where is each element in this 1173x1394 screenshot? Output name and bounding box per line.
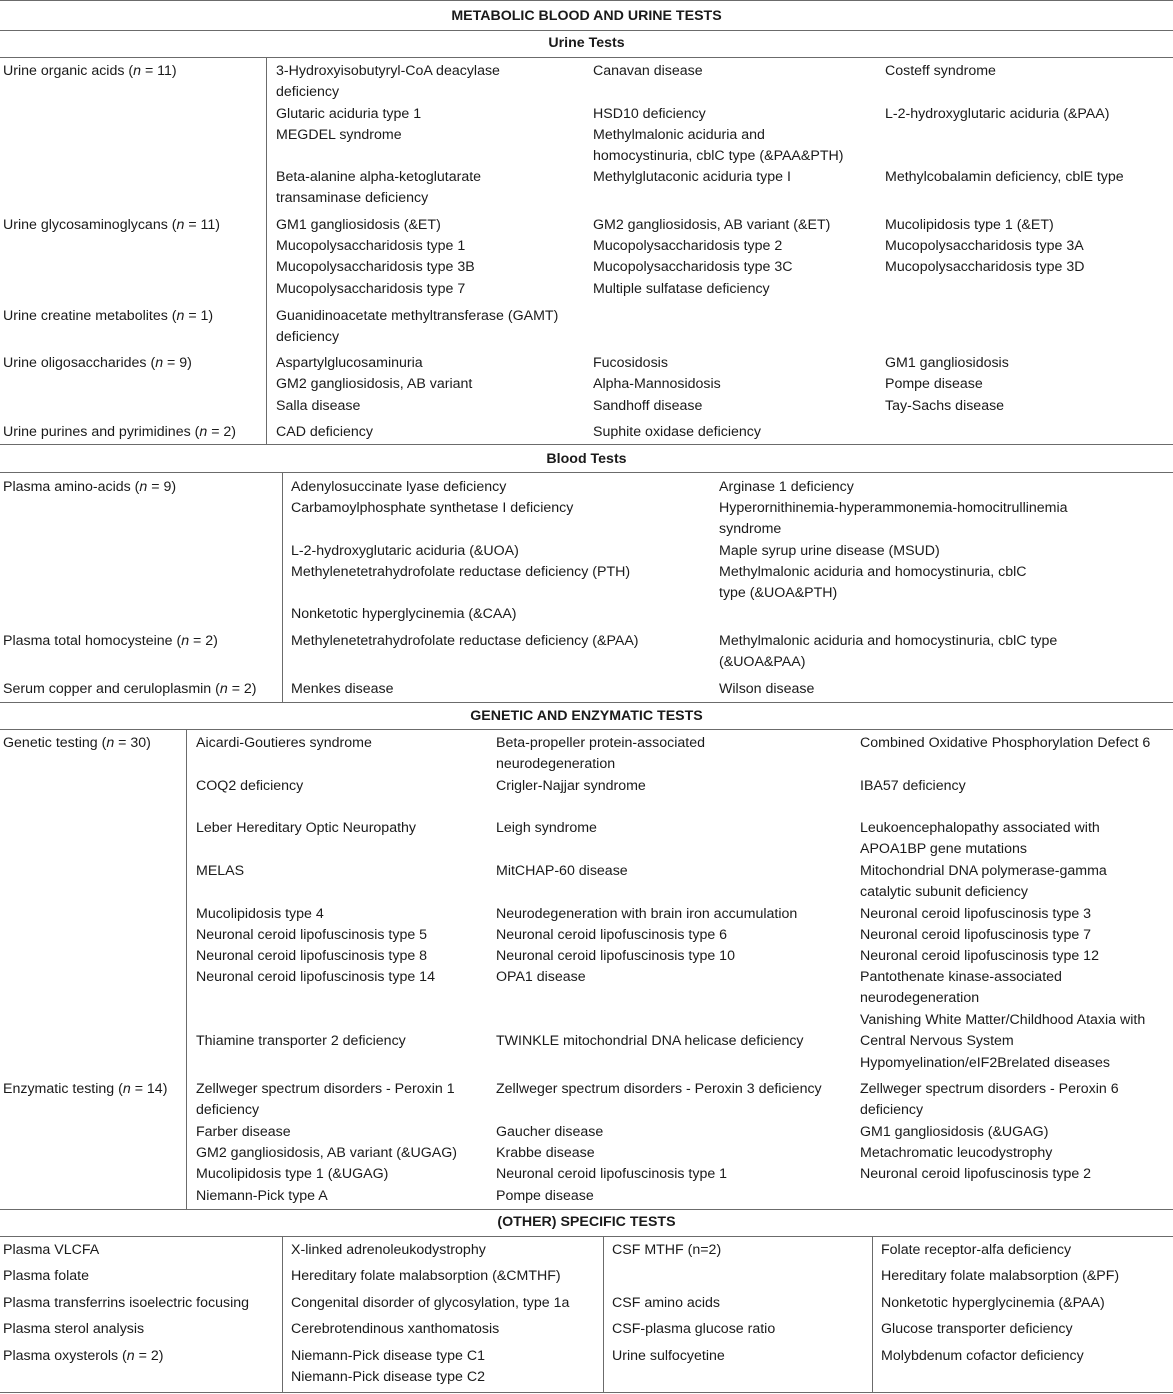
disease-cell: Mucolipidosis type 4: [196, 906, 324, 922]
section-heading-urine: Urine Tests: [548, 35, 625, 51]
disease-cell: Combined Oxidative Phosphorylation Defect 6: [860, 735, 1151, 751]
disease-cell: Neuronal ceroid lipofuscinosis type 2: [860, 1166, 1092, 1182]
section-heading-genetic: GENETIC AND ENZYMATIC TESTS: [470, 708, 703, 724]
disease-cell: Neuronal ceroid lipofuscinosis type 1: [496, 1166, 728, 1182]
disease-cell: Adenylosuccinate lyase deficiency: [291, 479, 507, 495]
disease-cell: Mucopolysaccharidosis type 3C: [593, 259, 793, 275]
column-divider: [266, 57, 267, 444]
disease-cell: Glutaric aciduria type 1: [276, 106, 422, 122]
disease-cell: MEGDEL syndrome: [276, 127, 402, 143]
test-label: Serum copper and ceruloplasmin (n = 2): [3, 681, 257, 697]
disease-cell: Nonketotic hyperglycinemia (&PAA): [881, 1295, 1105, 1311]
test-label: Plasma folate: [3, 1268, 89, 1284]
disease-cell: Neuronal ceroid lipofuscinosis type 7: [860, 927, 1092, 943]
disease-cell: Leigh syndrome: [496, 820, 597, 836]
disease-cell: Neuronal ceroid lipofuscinosis type 3: [860, 906, 1092, 922]
column-divider: [872, 1236, 873, 1392]
disease-cell: Mucopolysaccharidosis type 7: [276, 281, 466, 297]
disease-cell: Neuronal ceroid lipofuscinosis type 12: [860, 948, 1099, 964]
test-label: Plasma transferrins isoelectric focusing: [3, 1295, 250, 1311]
test-label: Plasma amino-acids (n = 9): [3, 479, 177, 495]
disease-cell: Canavan disease: [593, 63, 703, 79]
disease-cell: Mucolipidosis type 1 (&ET): [885, 217, 1054, 233]
disease-cell: Zellweger spectrum disorders - Peroxin 1 deficiency: [196, 1081, 455, 1119]
disease-cell: Glucose transporter deficiency: [881, 1321, 1073, 1337]
disease-cell: Metachromatic leucodystrophy: [860, 1145, 1053, 1161]
disease-cell: GM2 gangliosidosis, AB variant: [276, 376, 473, 392]
disease-cell: CAD deficiency: [276, 424, 373, 440]
disease-cell: Methylcobalamin deficiency, cblE type: [885, 169, 1124, 185]
test-label: Plasma total homocysteine (n = 2): [3, 633, 218, 649]
disease-cell: HSD10 deficiency: [593, 106, 706, 122]
disease-cell: Pantothenate kinase-associated neurodegeneration: [860, 969, 1062, 1007]
rule: [0, 729, 1173, 730]
column-divider: [282, 472, 283, 702]
disease-cell: Vanishing White Matter/Childhood Ataxia with Central Nervous System Hypomyelination/eIF2Brelated diseases: [860, 1012, 1146, 1071]
disease-cell: GM1 gangliosidosis: [885, 355, 1009, 371]
disease-cell: Multiple sulfatase deficiency: [593, 281, 770, 297]
disease-cell: Beta-alanine alpha-ketoglutarate transaminase deficiency: [276, 169, 482, 207]
disease-cell: Hereditary folate malabsorption (&CMTHF): [291, 1268, 561, 1284]
disease-cell: Crigler-Najjar syndrome: [496, 778, 646, 794]
rule: [0, 1236, 1173, 1237]
rule: [0, 1209, 1173, 1210]
disease-cell: Mucopolysaccharidosis type 1: [276, 238, 466, 254]
test-label: Urine organic acids (n = 11): [3, 63, 177, 79]
test-label: Enzymatic testing (n = 14): [3, 1081, 168, 1097]
disease-cell: Suphite oxidase deficiency: [593, 424, 761, 440]
disease-cell: Guanidinoacetate methyltransferase (GAMT) deficiency: [276, 308, 559, 346]
disease-cell: Cerebrotendinous xanthomatosis: [291, 1321, 500, 1337]
disease-cell: Costeff syndrome: [885, 63, 996, 79]
disease-cell: Hereditary folate malabsorption (&PF): [881, 1268, 1120, 1284]
disease-cell: Hyperornithinemia-hyperammonemia-homocitrullinemia syndrome: [719, 500, 1068, 538]
disease-cell: Alpha-Mannosidosis: [593, 376, 721, 392]
disease-cell: MELAS: [196, 863, 245, 879]
disease-cell: Aspartylglucosaminuria: [276, 355, 423, 371]
disease-cell: Fucosidosis: [593, 355, 668, 371]
disease-cell: Neuronal ceroid lipofuscinosis type 5: [196, 927, 428, 943]
column-divider: [603, 1236, 604, 1392]
test-label: Urine creatine metabolites (n = 1): [3, 308, 214, 324]
disease-cell: Congenital disorder of glycosylation, type 1a: [291, 1295, 570, 1311]
test-label: Urine glycosaminoglycans (n = 11): [3, 217, 220, 233]
disease-cell: L-2-hydroxyglutaric aciduria (&PAA): [885, 106, 1110, 122]
disease-cell: L-2-hydroxyglutaric aciduria (&UOA): [291, 543, 519, 559]
test-label: CSF amino acids: [612, 1295, 721, 1311]
section-heading-blood: Blood Tests: [546, 451, 627, 467]
disease-cell: MitCHAP-60 disease: [496, 863, 628, 879]
disease-cell: Mucopolysaccharidosis type 3B: [276, 259, 475, 275]
disease-cell: Folate receptor-alfa deficiency: [881, 1242, 1072, 1258]
disease-cell: Pompe disease: [885, 376, 983, 392]
test-label: Genetic testing (n = 30): [3, 735, 151, 751]
disease-cell: Niemann-Pick type A: [196, 1188, 328, 1204]
disease-cell: Maple syrup urine disease (MSUD): [719, 543, 940, 559]
disease-cell: Neuronal ceroid lipofuscinosis type 6: [496, 927, 728, 943]
disease-cell: Methylmalonic aciduria and homocystinuria, cblC type (&UOA&PTH): [719, 564, 1027, 602]
disease-cell: Methylglutaconic aciduria type I: [593, 169, 791, 185]
column-divider: [282, 1236, 283, 1392]
disease-cell: Aicardi-Goutieres syndrome: [196, 735, 372, 751]
disease-cell: Neuronal ceroid lipofuscinosis type 14: [196, 969, 435, 985]
test-label: Urine purines and pyrimidines (n = 2): [3, 424, 237, 440]
disease-cell: Wilson disease: [719, 681, 815, 697]
disease-cell: Mitochondrial DNA polymerase-gamma catalytic subunit deficiency: [860, 863, 1107, 901]
disease-cell: Zellweger spectrum disorders - Peroxin 3 deficiency: [496, 1081, 822, 1097]
disease-cell: IBA57 deficiency: [860, 778, 966, 794]
rule-bottom: [0, 1392, 1173, 1393]
disease-cell: Neuronal ceroid lipofuscinosis type 10: [496, 948, 735, 964]
disease-cell: GM1 gangliosidosis (&ET): [276, 217, 441, 233]
rule: [0, 472, 1173, 473]
table-title: METABOLIC BLOOD AND URINE TESTS: [451, 8, 722, 24]
disease-cell: TWINKLE mitochondrial DNA helicase deficiency: [496, 1033, 804, 1049]
test-label: Plasma VLCFA: [3, 1242, 100, 1258]
disease-cell: Mucopolysaccharidosis type 3A: [885, 238, 1084, 254]
disease-cell: Mucolipidosis type 1 (&UGAG): [196, 1166, 389, 1182]
section-heading-other: (OTHER) SPECIFIC TESTS: [497, 1214, 676, 1230]
rule: [0, 57, 1173, 58]
test-label: CSF MTHF (n=2): [612, 1242, 722, 1258]
test-label: Urine sulfocyetine: [612, 1348, 725, 1364]
disease-cell: Methylmalonic aciduria and homocystinuria, cblC type (&UOA&PAA): [719, 633, 1058, 671]
rule: [0, 30, 1173, 31]
disease-cell: Leukoencephalopathy associated with APOA1BP gene mutations: [860, 820, 1100, 858]
disease-cell: Zellweger spectrum disorders - Peroxin 6 deficiency: [860, 1081, 1119, 1119]
test-label: Plasma oxysterols (n = 2): [3, 1348, 164, 1364]
disease-cell: X-linked adrenoleukodystrophy: [291, 1242, 486, 1258]
disease-cell: Carbamoylphosphate synthetase I deficiency: [291, 500, 574, 516]
disease-cell: Niemann-Pick disease type C1 Niemann-Pick disease type C2: [291, 1348, 485, 1386]
disease-cell: Methylenetetrahydrofolate reductase deficiency (PTH): [291, 564, 631, 580]
disease-cell: Nonketotic hyperglycinemia (&CAA): [291, 606, 517, 622]
disease-cell: Thiamine transporter 2 deficiency: [196, 1033, 406, 1049]
disease-cell: 3-Hydroxyisobutyryl-CoA deacylase deficiency: [276, 63, 500, 101]
rule: [0, 702, 1173, 703]
disease-cell: Mucopolysaccharidosis type 2: [593, 238, 783, 254]
disease-cell: Arginase 1 deficiency: [719, 479, 854, 495]
disease-cell: Pompe disease: [496, 1188, 594, 1204]
test-label: CSF-plasma glucose ratio: [612, 1321, 776, 1337]
disease-cell: Salla disease: [276, 398, 361, 414]
disease-cell: Leber Hereditary Optic Neuropathy: [196, 820, 417, 836]
rule-top: [0, 0, 1173, 1]
test-label: Plasma sterol analysis: [3, 1321, 145, 1337]
column-divider: [186, 729, 187, 1209]
disease-cell: Neuronal ceroid lipofuscinosis type 8: [196, 948, 428, 964]
disease-cell: Tay-Sachs disease: [885, 398, 1005, 414]
test-label: Urine oligosaccharides (n = 9): [3, 355, 192, 371]
disease-cell: Gaucher disease: [496, 1124, 604, 1140]
disease-cell: GM2 gangliosidosis, AB variant (&ET): [593, 217, 831, 233]
disease-cell: Menkes disease: [291, 681, 394, 697]
disease-cell: GM1 gangliosidosis (&UGAG): [860, 1124, 1049, 1140]
disease-cell: Sandhoff disease: [593, 398, 703, 414]
disease-cell: Methylenetetrahydrofolate reductase deficiency (&PAA): [291, 633, 639, 649]
disease-cell: COQ2 deficiency: [196, 778, 304, 794]
disease-cell: OPA1 disease: [496, 969, 586, 985]
disease-cell: Molybdenum cofactor deficiency: [881, 1348, 1084, 1364]
disease-cell: Neurodegeneration with brain iron accumulation: [496, 906, 798, 922]
rule: [0, 444, 1173, 445]
disease-cell: GM2 gangliosidosis, AB variant (&UGAG): [196, 1145, 457, 1161]
disease-cell: Mucopolysaccharidosis type 3D: [885, 259, 1085, 275]
disease-cell: Farber disease: [196, 1124, 291, 1140]
disease-cell: Beta-propeller protein-associated neurodegeneration: [496, 735, 705, 773]
disease-cell: Krabbe disease: [496, 1145, 595, 1161]
disease-cell: Methylmalonic aciduria and homocystinuria, cblC type (&PAA&PTH): [593, 127, 844, 165]
